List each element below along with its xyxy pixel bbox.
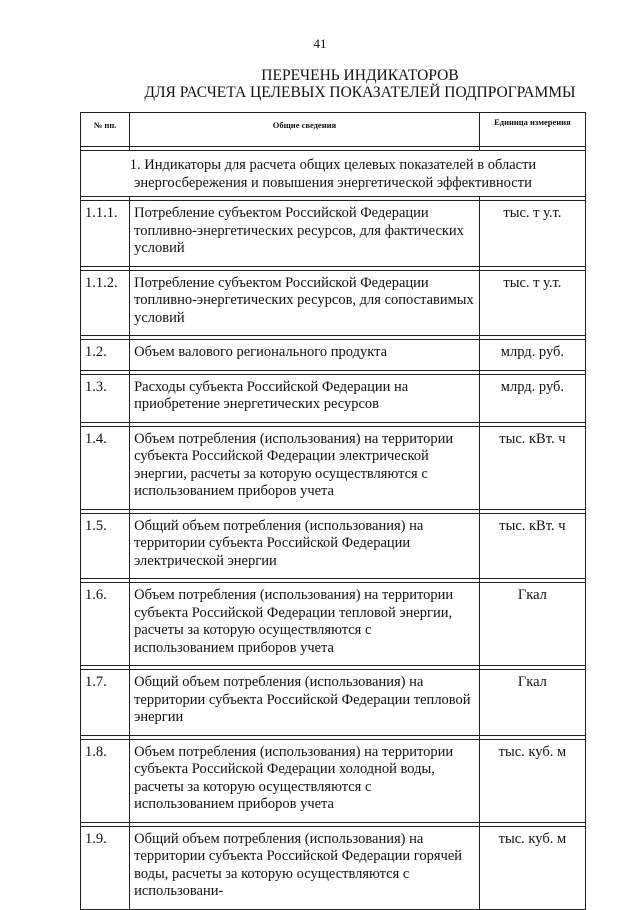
table-header-row bbox=[81, 113, 586, 147]
row-number: 1.4. bbox=[81, 426, 130, 509]
indicators-table bbox=[80, 112, 586, 910]
table-row bbox=[81, 583, 586, 666]
row-unit: тыс. куб. м bbox=[479, 826, 585, 909]
header-num: № пп. bbox=[81, 113, 130, 147]
row-number: 1.9. bbox=[81, 826, 130, 909]
section-heading: 1. Индикаторы для расчета общих целевых показателей в области энергосбережения и повышения энергетической эффективности bbox=[81, 151, 586, 197]
title-line-2: ДЛЯ РАСЧЕТА ЦЕЛЕВЫХ ПОКАЗАТЕЛЕЙ ПОДПРОГРАММЫ bbox=[144, 84, 576, 101]
table-row bbox=[81, 270, 586, 336]
table-row bbox=[81, 826, 586, 909]
row-number: 1.8. bbox=[81, 739, 130, 822]
row-unit: млрд. руб. bbox=[479, 340, 585, 371]
row-description: Потребление субъектом Российской Федерации топливно-энергетических ресурсов, для сопоставимых условий bbox=[130, 270, 480, 336]
table-row bbox=[81, 670, 586, 736]
row-description: Объем потребления (использования) на территории субъекта Российской Федерации тепловой энергии, расчеты за которую осуществляются с использованием приборов учета bbox=[130, 583, 480, 666]
row-number: 1.2. bbox=[81, 340, 130, 371]
row-description: Объем потребления (использования) на территории субъекта Российской Федерации электрической энергии, расчеты за которую осуществляются с использованием приборов учета bbox=[130, 426, 480, 509]
title-line-1: ПЕРЕЧЕНЬ ИНДИКАТОРОВ bbox=[261, 67, 459, 84]
table-row bbox=[81, 426, 586, 509]
row-unit: Гкал bbox=[479, 583, 585, 666]
row-description: Объем валового регионального продукта bbox=[130, 340, 480, 371]
document-title bbox=[80, 67, 640, 101]
page-number: 41 bbox=[313, 36, 327, 51]
table-row bbox=[81, 374, 586, 422]
table-row bbox=[81, 513, 586, 579]
table-row bbox=[81, 201, 586, 267]
row-unit: тыс. т у.т. bbox=[479, 270, 585, 336]
row-unit: тыс. кВт. ч bbox=[479, 513, 585, 579]
table-row bbox=[81, 340, 586, 371]
header-general: Общие сведения bbox=[130, 113, 480, 147]
row-number: 1.7. bbox=[81, 670, 130, 736]
row-number: 1.3. bbox=[81, 374, 130, 422]
row-description: Потребление субъектом Российской Федерации топливно-энергетических ресурсов, для фактических условий bbox=[130, 201, 480, 267]
row-unit: млрд. руб. bbox=[479, 374, 585, 422]
header-units: Единица измерения bbox=[479, 113, 585, 147]
table-row bbox=[81, 739, 586, 822]
row-unit: Гкал bbox=[479, 670, 585, 736]
row-number: 1.1.2. bbox=[81, 270, 130, 336]
row-description: Объем потребления (использования) на территории субъекта Российской Федерации холодной воды, расчеты за которую осуществляются с использованием приборов учета bbox=[130, 739, 480, 822]
row-unit: тыс. куб. м bbox=[479, 739, 585, 822]
row-unit: тыс. т у.т. bbox=[479, 201, 585, 267]
row-description: Общий объем потребления (использования) на территории субъекта Российской Федерации электрической энергии bbox=[130, 513, 480, 579]
row-number: 1.5. bbox=[81, 513, 130, 579]
row-description: Расходы субъекта Российской Федерации на приобретение энергетических ресурсов bbox=[130, 374, 480, 422]
section-row bbox=[81, 151, 586, 197]
row-description: Общий объем потребления (использования) на территории субъекта Российской Федерации тепловой энергии bbox=[130, 670, 480, 736]
table-body bbox=[81, 197, 586, 910]
row-unit: тыс. кВт. ч bbox=[479, 426, 585, 509]
row-description: Общий объем потребления (использования) на территории субъекта Российской Федерации горячей воды, расчеты за которую осуществляются с использовани- bbox=[130, 826, 480, 909]
row-number: 1.1.1. bbox=[81, 201, 130, 267]
row-number: 1.6. bbox=[81, 583, 130, 666]
